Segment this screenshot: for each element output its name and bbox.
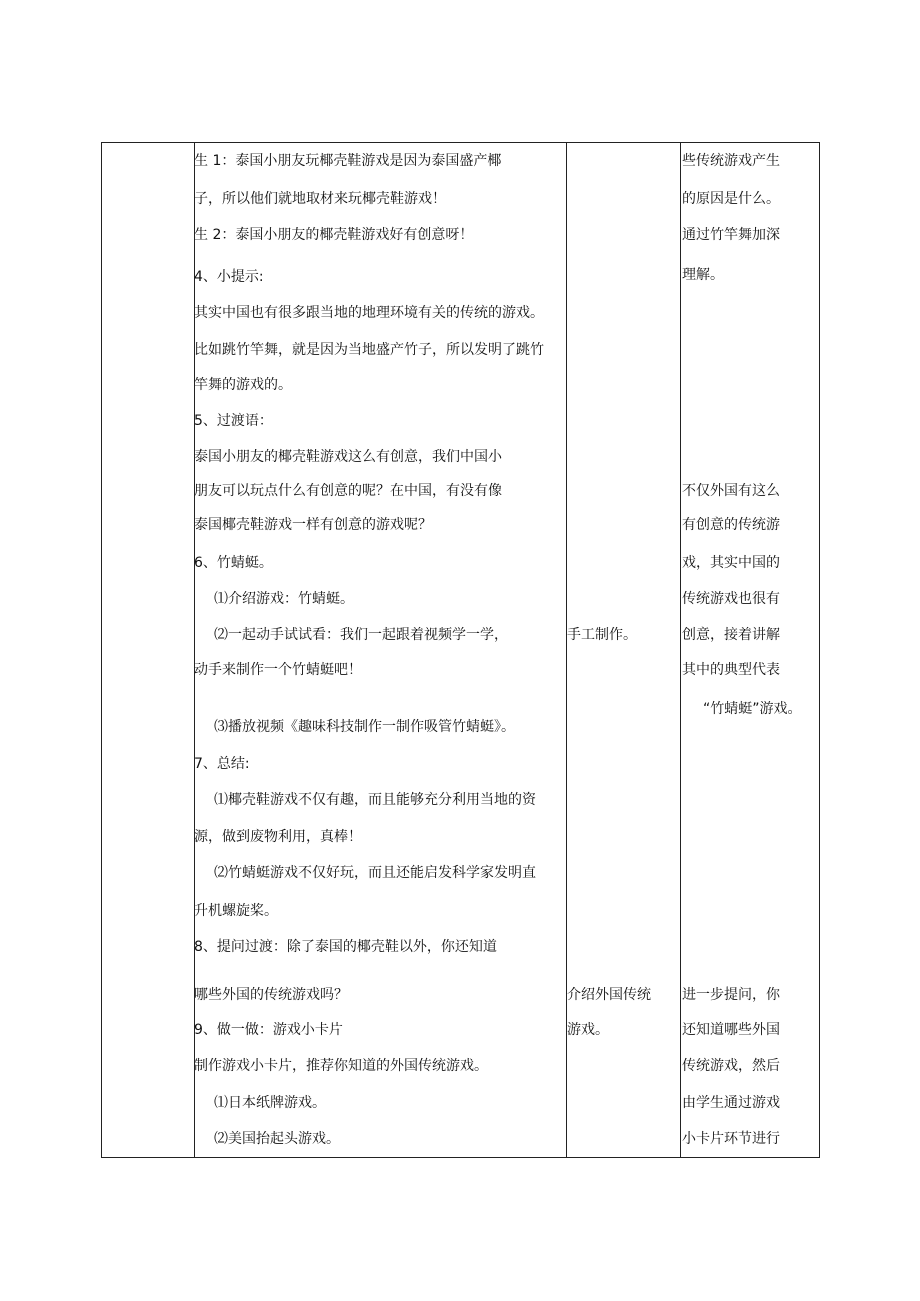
activity-line: 4、小提示:	[194, 269, 264, 285]
intent-line: 理解。	[682, 267, 724, 283]
student-line: 手工制作。	[567, 627, 637, 643]
activity-line: 比如跳竹竿舞，就是因为当地盛产竹子，所以发明了跳竹	[194, 342, 544, 358]
activity-line: ⑵竹蜻蜓游戏不仅好玩，而且还能启发科学家发明直	[214, 865, 536, 881]
intent-line: 不仅外国有这么	[682, 483, 780, 499]
activity-line: 朋友可以玩点什么有创意的呢？在中国，有没有像	[194, 483, 502, 499]
intent-line: 其中的典型代表	[682, 662, 780, 678]
column-divider	[194, 142, 195, 1158]
activity-line: 6、竹蜻蜓。	[194, 555, 273, 571]
activity-line: ⑴日本纸牌游戏。	[214, 1095, 326, 1111]
activity-line: 竿舞的游戏的。	[194, 377, 292, 393]
activity-line: 9、做一做：游戏小卡片	[194, 1022, 343, 1038]
activity-line: 生 1：泰国小朋友玩椰壳鞋游戏是因为泰国盛产椰	[194, 153, 502, 169]
student-line: 游戏。	[567, 1022, 609, 1038]
activity-line: 制作游戏小卡片，推荐你知道的外国传统游戏。	[194, 1058, 488, 1074]
activity-line: 动手来制作一个竹蜻蜓吧！	[194, 662, 362, 678]
activity-line: ⑵一起动手试试看：我们一起跟着视频学一学，	[214, 627, 508, 643]
intent-line: 进一步提问，你	[682, 987, 780, 1003]
lesson-table	[101, 142, 820, 1158]
activity-line: ⑴椰壳鞋游戏不仅有趣，而且能够充分利用当地的资	[214, 792, 536, 808]
activity-line: ⑵美国抬起头游戏。	[214, 1131, 340, 1147]
intent-line: 传统游戏，然后	[682, 1058, 780, 1074]
activity-line: 7、总结:	[194, 756, 250, 772]
intent-line: 的原因是什么。	[682, 191, 780, 207]
intent-line: 小卡片环节进行	[682, 1131, 780, 1147]
column-divider	[680, 142, 681, 1158]
activity-line: 哪些外国的传统游戏吗？	[194, 987, 348, 1003]
intent-line: 创意，接着讲解	[682, 627, 780, 643]
intent-line: 还知道哪些外国	[682, 1022, 780, 1038]
activity-line: 5、过渡语：	[194, 413, 273, 429]
activity-line: 泰国椰壳鞋游戏一样有创意的游戏呢？	[194, 517, 432, 533]
intent-line: 有创意的传统游	[682, 517, 780, 533]
intent-line: 些传统游戏产生	[682, 153, 780, 169]
activity-line: 泰国小朋友的椰壳鞋游戏这么有创意，我们中国小	[194, 449, 502, 465]
activity-line: 8、提问过渡：除了泰国的椰壳鞋以外，你还知道	[194, 939, 497, 955]
activity-line: 子，所以他们就地取材来玩椰壳鞋游戏！	[194, 191, 446, 207]
student-line: 介绍外国传统	[567, 987, 651, 1003]
intent-line: 由学生通过游戏	[682, 1095, 780, 1111]
intent-line: 传统游戏也很有	[682, 591, 780, 607]
intent-line: 通过竹竿舞加深	[682, 227, 780, 243]
activity-line: ⑴介绍游戏：竹蜻蜓。	[214, 591, 354, 607]
column-divider	[566, 142, 567, 1158]
activity-line: 升机螺旋桨。	[194, 903, 278, 919]
activity-line: 生 2：泰国小朋友的椰壳鞋游戏好有创意呀！	[194, 227, 474, 243]
intent-line: 戏，其实中国的	[682, 555, 780, 571]
activity-line: 其实中国也有很多跟当地的地理环境有关的传统的游戏。	[194, 305, 544, 321]
intent-line: “竹蜻蜓”游戏。	[703, 701, 802, 717]
activity-line: ⑶播放视频《趣味科技制作一制作吸管竹蜻蜓》。	[214, 719, 515, 735]
activity-line: 源，做到废物利用，真棒！	[194, 829, 362, 845]
